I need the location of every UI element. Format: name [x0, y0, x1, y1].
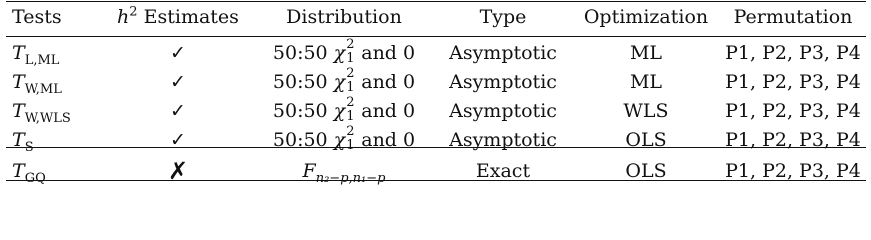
chi-superscript: 2 [346, 36, 355, 52]
distribution-cell [254, 154, 434, 185]
chi-subscript: 1 [346, 137, 355, 153]
check-icon: ✓ [170, 128, 186, 151]
header-h2-sup: 2 [129, 4, 138, 20]
test-symbol: T [12, 70, 25, 93]
test-symbol: T [12, 99, 25, 122]
table-row [6, 67, 866, 96]
permutation-cell: P1, P2, P3, P4 [725, 41, 861, 64]
estimate-cell [102, 67, 254, 96]
check-icon: ✓ [170, 99, 186, 122]
chi-superscript: 2 [346, 94, 355, 110]
distribution-cell [254, 125, 434, 154]
check-icon: ✓ [170, 41, 186, 64]
chi-symbol: χ [333, 99, 346, 122]
header-h2-rest: Estimates [137, 6, 239, 28]
test-symbol: T [12, 41, 25, 64]
header-row [6, 0, 866, 34]
test-subscript: L,ML [24, 52, 60, 68]
optimization-cell: WLS [623, 99, 669, 122]
test-subscript: W,WLS [24, 110, 71, 126]
header-distribution: Distribution [286, 6, 402, 28]
optimization-cell: ML [629, 41, 663, 64]
test-subscript: GQ [24, 170, 46, 186]
test-symbol: T [12, 128, 25, 151]
cross-icon: ✗ [167, 156, 189, 185]
type-cell: Asymptotic [449, 99, 557, 122]
optimization-cell: OLS [625, 128, 667, 151]
header-h2-estimates [102, 0, 254, 34]
chi-superscript: 2 [346, 65, 355, 81]
dist-prefix: 50:50 [272, 70, 334, 93]
test-cell [6, 125, 102, 154]
type-cell: Asymptotic [449, 128, 557, 151]
chi-superscript: 2 [346, 123, 355, 139]
chi-subscript: 1 [346, 50, 355, 66]
test-symbol: T [12, 159, 25, 182]
estimate-cell [102, 96, 254, 125]
distribution-cell [254, 67, 434, 96]
test-cell [6, 34, 102, 67]
f-symbol: F [302, 159, 316, 182]
header-optimization: Optimization [583, 6, 709, 28]
permutation-cell: P1, P2, P3, P4 [725, 128, 861, 151]
table-row [6, 96, 866, 125]
chi-subscript: 1 [346, 79, 355, 95]
test-cell [6, 67, 102, 96]
chi-symbol: χ [333, 41, 346, 64]
dist-prefix: 50:50 [272, 99, 334, 122]
test-subscript: S [24, 139, 34, 155]
results-table [6, 0, 866, 185]
header-h2-base: h [117, 6, 130, 28]
estimate-cell [102, 125, 254, 154]
check-icon: ✓ [170, 70, 186, 93]
type-cell: Asymptotic [449, 41, 557, 64]
dist-suffix: and 0 [355, 99, 416, 122]
type-cell: Exact [475, 159, 531, 182]
dist-prefix: 50:50 [272, 128, 334, 151]
test-cell [6, 154, 102, 185]
permutation-cell: P1, P2, P3, P4 [725, 99, 861, 122]
chi-symbol: χ [333, 70, 346, 93]
chi-subscript: 1 [346, 108, 355, 124]
table-row [6, 34, 866, 67]
table-row [6, 125, 866, 154]
permutation-cell: P1, P2, P3, P4 [725, 70, 861, 93]
optimization-cell: OLS [625, 159, 667, 182]
test-cell [6, 96, 102, 125]
distribution-cell [254, 34, 434, 67]
dist-prefix: 50:50 [272, 41, 334, 64]
f-subscript: n₂−p,n₁−p [315, 170, 386, 186]
dist-suffix: and 0 [355, 41, 416, 64]
distribution-cell [254, 96, 434, 125]
estimate-cell [102, 34, 254, 67]
permutation-cell: P1, P2, P3, P4 [725, 159, 861, 182]
table-row [6, 154, 866, 185]
header-type: Type [479, 6, 527, 28]
header-permutation: Permutation [733, 6, 853, 28]
chi-symbol: χ [333, 128, 346, 151]
estimate-cell [102, 154, 254, 185]
test-subscript: W,ML [24, 81, 62, 97]
optimization-cell: ML [629, 70, 663, 93]
dist-suffix: and 0 [355, 70, 416, 93]
header-tests: Tests [12, 6, 62, 28]
type-cell: Asymptotic [449, 70, 557, 93]
dist-suffix: and 0 [355, 128, 416, 151]
